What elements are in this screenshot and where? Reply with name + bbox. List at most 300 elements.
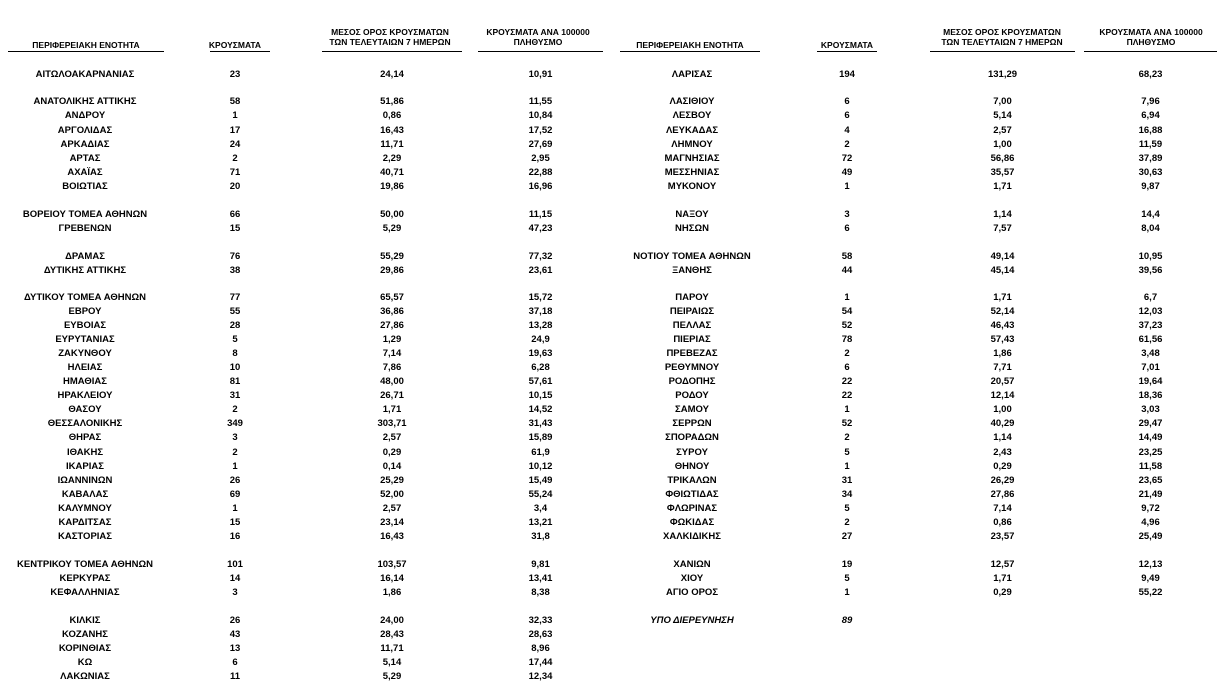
cell-per100k: 61,56	[1138, 334, 1163, 345]
cell-cases: 1	[232, 110, 238, 121]
cell-avg7: 36,86	[380, 306, 404, 317]
table-row	[612, 417, 1222, 430]
cell-cases: 76	[229, 251, 241, 262]
table-row	[612, 572, 1222, 585]
table-row	[0, 530, 612, 543]
cell-cases: 1	[232, 503, 238, 514]
cell-avg7: 11,71	[380, 643, 404, 654]
table-row	[0, 474, 612, 487]
cell-per100k: 11,15	[528, 209, 553, 220]
cell-per100k: 27,69	[528, 139, 553, 150]
header-underline-avg7	[322, 51, 462, 52]
cell-per100k: 17,44	[528, 657, 553, 668]
table-row	[612, 222, 1222, 235]
cell-per100k: 19,63	[528, 348, 553, 359]
table-row	[0, 516, 612, 529]
cell-region: ΗΡΑΚΛΕΙΟΥ	[57, 390, 113, 401]
cell-avg7: 57,43	[990, 334, 1015, 345]
cell-region: ΕΥΡΥΤΑΝΙΑΣ	[55, 334, 115, 345]
cell-per100k: 9,87	[1141, 181, 1160, 192]
cell-avg7: 0,29	[382, 447, 402, 458]
header-cases: ΚΡΟΥΣΜΑΤΑ	[208, 40, 262, 50]
table-row	[0, 642, 612, 655]
cell-region: ΚΟΡΙΝΘΙΑΣ	[58, 643, 112, 654]
table-row	[612, 558, 1222, 571]
cell-per100k: 3,03	[1141, 404, 1160, 415]
cell-cases: 54	[841, 306, 853, 317]
table-row	[0, 305, 612, 318]
cell-cases: 8	[232, 348, 238, 359]
cell-per100k: 28,63	[528, 629, 553, 640]
cell-per100k: 77,32	[528, 251, 553, 262]
table-row	[0, 375, 612, 388]
cell-cases: 1	[844, 587, 850, 598]
cell-region: ΡΟΔΟΥ	[675, 390, 709, 401]
table-row	[612, 347, 1222, 360]
table-row	[0, 138, 612, 151]
cell-per100k: 9,81	[531, 559, 550, 570]
cell-avg7: 26,29	[990, 475, 1015, 486]
cell-region: ΚΕΡΚΥΡΑΣ	[59, 573, 111, 584]
cell-region: ΛΑΚΩΝΙΑΣ	[60, 671, 110, 682]
cell-per100k: 37,23	[1138, 320, 1163, 331]
cell-per100k: 23,61	[528, 265, 553, 276]
cell-cases: 2	[844, 139, 850, 150]
cell-avg7: 2,57	[382, 503, 402, 514]
table-row	[0, 109, 612, 122]
cell-avg7: 1,71	[382, 404, 402, 415]
header-per100k-line1: ΚΡΟΥΣΜΑΤΑ ΑΝΑ 100000	[486, 27, 590, 37]
table-row	[612, 208, 1222, 221]
cell-cases: 5	[844, 573, 850, 584]
cell-avg7: 7,00	[993, 96, 1012, 107]
cell-per100k: 10,95	[1138, 251, 1163, 262]
cell-avg7: 45,14	[990, 265, 1015, 276]
cell-region: ΑΝΑΤΟΛΙΚΗΣ ΑΤΤΙΚΗΣ	[33, 96, 137, 107]
cell-avg7: 40,29	[990, 418, 1015, 429]
cell-per100k: 16,88	[1138, 125, 1163, 136]
cell-avg7: 0,86	[993, 517, 1012, 528]
cell-avg7: 51,86	[380, 96, 404, 107]
cell-per100k: 14,4	[1141, 209, 1160, 220]
cell-per100k: 31,43	[528, 418, 553, 429]
cell-avg7: 23,14	[380, 517, 404, 528]
cell-avg7: 0,86	[382, 110, 402, 121]
cell-per100k: 8,96	[531, 643, 550, 654]
cell-cases: 6	[844, 110, 850, 121]
cell-per100k: 9,72	[1141, 503, 1160, 514]
cell-region: ΕΥΒΟΙΑΣ	[63, 320, 107, 331]
cell-per100k: 11,59	[1138, 139, 1163, 150]
cell-per100k: 16,96	[528, 181, 553, 192]
cell-cases: 81	[229, 376, 241, 387]
cell-region: ΧΑΝΙΩΝ	[673, 559, 711, 570]
cell-avg7: 0,29	[993, 461, 1012, 472]
cell-avg7: 35,57	[990, 167, 1015, 178]
header-avg7-line2: ΤΩΝ ΤΕΛΕΥΤΑΙΩΝ 7 ΗΜΕΡΩΝ	[941, 37, 1063, 47]
cell-cases: 69	[229, 489, 241, 500]
cell-per100k: 8,38	[531, 587, 550, 598]
cell-cases: 2	[232, 447, 238, 458]
header-cases: ΚΡΟΥΣΜΑΤΑ	[820, 40, 874, 50]
cell-cases: 5	[232, 334, 238, 345]
cell-cases: 52	[841, 320, 853, 331]
table-row	[612, 305, 1222, 318]
cell-avg7: 25,29	[380, 475, 404, 486]
cell-per100k: 14,52	[528, 404, 553, 415]
cell-per100k: 18,36	[1138, 390, 1163, 401]
cell-avg7: 24,14	[380, 69, 404, 80]
cell-region: ΑΡΓΟΛΙΔΑΣ	[57, 125, 113, 136]
cell-cases: 20	[229, 181, 241, 192]
table-row	[612, 474, 1222, 487]
cell-region: ΗΜΑΘΙΑΣ	[63, 376, 107, 387]
cell-region: ΜΑΓΝΗΣΙΑΣ	[664, 153, 720, 164]
cell-cases: 194	[839, 69, 855, 80]
cell-avg7: 19,86	[380, 181, 404, 192]
cell-cases: 2	[844, 432, 850, 443]
table-row	[612, 250, 1222, 263]
cell-region: ΣΠΟΡΑΔΩΝ	[665, 432, 719, 443]
table-row	[0, 166, 612, 179]
cell-per100k: 55,24	[528, 489, 553, 500]
cell-avg7: 16,43	[380, 531, 404, 542]
cell-avg7: 7,86	[382, 362, 402, 373]
cell-region: ΥΠΟ ΔΙΕΡΕΥΝΗΣΗ	[650, 615, 734, 626]
table-row	[612, 180, 1222, 193]
cell-cases: 66	[229, 209, 241, 220]
table-row	[0, 361, 612, 374]
cell-cases: 22	[841, 376, 853, 387]
cell-avg7: 2,43	[993, 447, 1012, 458]
cell-cases: 23	[229, 69, 241, 80]
cell-per100k: 23,65	[1138, 475, 1163, 486]
cell-cases: 43	[229, 629, 241, 640]
cell-cases: 2	[844, 348, 850, 359]
table-row	[0, 95, 612, 108]
cell-avg7: 65,57	[380, 292, 404, 303]
table-row	[612, 68, 1222, 81]
cell-avg7: 56,86	[990, 153, 1015, 164]
cell-cases: 1	[844, 404, 850, 415]
table-row	[612, 403, 1222, 416]
table-row	[612, 319, 1222, 332]
cell-region: ΚΕΝΤΡΙΚΟΥ ΤΟΜΕΑ ΑΘΗΝΩΝ	[17, 559, 153, 570]
cell-cases: 2	[232, 404, 238, 415]
cell-per100k: 55,22	[1138, 587, 1163, 598]
cell-per100k: 13,28	[528, 320, 553, 331]
header-per100k-line1: ΚΡΟΥΣΜΑΤΑ ΑΝΑ 100000	[1099, 27, 1203, 37]
cell-avg7: 103,57	[377, 559, 407, 570]
cell-per100k: 24,9	[531, 334, 550, 345]
cell-region: ΚΑΛΥΜΝΟΥ	[58, 503, 112, 514]
cell-region: ΠΙΕΡΙΑΣ	[673, 334, 711, 345]
table-row	[612, 446, 1222, 459]
cell-avg7: 1,14	[993, 432, 1012, 443]
cell-per100k: 23,25	[1138, 447, 1163, 458]
cell-avg7: 26,71	[380, 390, 404, 401]
cell-cases: 4	[844, 125, 850, 136]
cell-per100k: 13,41	[528, 573, 553, 584]
cell-per100k: 68,23	[1138, 69, 1163, 80]
cell-avg7: 7,14	[993, 503, 1012, 514]
cell-region: ΑΓΙΟ ΟΡΟΣ	[665, 587, 719, 598]
cell-avg7: 16,14	[380, 573, 404, 584]
table-row	[0, 488, 612, 501]
cell-avg7: 11,71	[380, 139, 404, 150]
cell-cases: 6	[844, 96, 850, 107]
table-row	[0, 670, 612, 683]
cell-per100k: 15,89	[528, 432, 553, 443]
table-row	[0, 333, 612, 346]
table-row	[612, 109, 1222, 122]
header-per100k-line2: ΠΛΗΘΥΣΜΟ	[1126, 37, 1176, 47]
header-underline-per100k	[478, 51, 603, 52]
cell-cases: 6	[232, 657, 238, 668]
cell-cases: 28	[229, 320, 241, 331]
table-row	[612, 291, 1222, 304]
table-row	[612, 586, 1222, 599]
cell-cases: 101	[227, 559, 243, 570]
cell-region: ΡΕΘΥΜΝΟΥ	[664, 362, 720, 373]
header-avg7	[917, 27, 1087, 47]
cell-avg7: 29,86	[380, 265, 404, 276]
cell-cases: 58	[229, 96, 241, 107]
cell-avg7: 1,86	[382, 587, 402, 598]
cell-per100k: 8,04	[1141, 223, 1160, 234]
cell-cases: 1	[844, 181, 850, 192]
cell-region: ΑΡΚΑΔΙΑΣ	[60, 139, 110, 150]
cell-region: ΙΩΑΝΝΙΝΩΝ	[57, 475, 113, 486]
cell-avg7: 40,71	[380, 167, 404, 178]
cell-avg7: 131,29	[987, 69, 1018, 80]
cell-per100k: 10,84	[528, 110, 553, 121]
cell-avg7: 48,00	[380, 376, 404, 387]
cell-region: ΓΡΕΒΕΝΩΝ	[58, 223, 112, 234]
cell-cases: 15	[229, 223, 241, 234]
cell-cases: 3	[844, 209, 850, 220]
cell-per100k: 37,89	[1138, 153, 1163, 164]
cell-per100k: 11,55	[528, 96, 553, 107]
cell-avg7: 303,71	[377, 418, 407, 429]
cell-cases: 72	[841, 153, 853, 164]
cell-per100k: 39,56	[1138, 265, 1163, 276]
table-row	[0, 152, 612, 165]
table-row	[0, 68, 612, 81]
header-per100k	[468, 27, 608, 47]
cell-cases: 52	[841, 418, 853, 429]
cell-per100k: 7,01	[1141, 362, 1160, 373]
cell-avg7: 1,00	[993, 404, 1012, 415]
cell-region: ΚΟΖΑΝΗΣ	[62, 629, 108, 640]
cell-region: ΠΕΛΛΑΣ	[672, 320, 712, 331]
cell-avg7: 24,00	[380, 615, 404, 626]
table-row	[0, 264, 612, 277]
header-per100k	[1082, 27, 1220, 47]
table-row	[612, 333, 1222, 346]
cell-cases: 17	[229, 125, 241, 136]
cell-cases: 55	[229, 306, 241, 317]
cell-region: ΛΗΜΝΟΥ	[671, 139, 713, 150]
cell-region: ΛΕΣΒΟΥ	[672, 110, 712, 121]
cell-region: ΘΗΡΑΣ	[68, 432, 102, 443]
table-row	[612, 516, 1222, 529]
table-row	[612, 95, 1222, 108]
cell-per100k: 25,49	[1138, 531, 1163, 542]
cell-per100k: 2,95	[531, 153, 550, 164]
cell-region: ΚΑΡΔΙΤΣΑΣ	[58, 517, 112, 528]
cell-cases: 31	[841, 475, 853, 486]
cell-per100k: 29,47	[1138, 418, 1163, 429]
cell-region: ΑΡΤΑΣ	[69, 153, 101, 164]
cell-region: ΠΕΙΡΑΙΩΣ	[669, 306, 715, 317]
cell-cases: 5	[844, 447, 850, 458]
table-row	[612, 152, 1222, 165]
cell-avg7: 2,29	[382, 153, 402, 164]
cell-avg7: 2,57	[382, 432, 402, 443]
cell-avg7: 7,14	[382, 348, 402, 359]
cell-region: ΞΑΝΘΗΣ	[672, 265, 712, 276]
cell-region: ΘΗΝΟΥ	[674, 461, 710, 472]
table-row	[0, 180, 612, 193]
cell-region: ΛΕΥΚΑΔΑΣ	[665, 125, 719, 136]
cell-avg7: 1,86	[993, 348, 1012, 359]
cell-cases: 34	[841, 489, 853, 500]
cell-per100k: 10,12	[528, 461, 553, 472]
header-underline-cases	[817, 51, 877, 52]
cell-region: ΘΕΣΣΑΛΟΝΙΚΗΣ	[47, 418, 123, 429]
cell-avg7: 1,29	[382, 334, 402, 345]
cell-cases: 26	[229, 475, 241, 486]
cell-region: ΘΑΣΟΥ	[68, 404, 102, 415]
cell-region: ΚΑΒΑΛΑΣ	[61, 489, 109, 500]
cell-region: ΦΘΙΩΤΙΔΑΣ	[665, 489, 719, 500]
table-row	[0, 347, 612, 360]
cell-per100k: 19,64	[1138, 376, 1163, 387]
header-region: ΠΕΡΙΦΕΡΕΙΑΚΗ ΕΝΟΤΗΤΑ	[32, 40, 140, 50]
cell-avg7: 49,14	[990, 251, 1015, 262]
cell-cases: 58	[841, 251, 853, 262]
table-row	[612, 138, 1222, 151]
cell-per100k: 32,33	[528, 615, 553, 626]
cell-region: ΕΒΡΟΥ	[68, 306, 102, 317]
cell-region: ΔΥΤΙΚΟΥ ΤΟΜΕΑ ΑΘΗΝΩΝ	[24, 292, 146, 303]
table-row	[612, 614, 1222, 627]
table-row	[0, 502, 612, 515]
cell-avg7: 16,43	[380, 125, 404, 136]
cell-cases: 5	[844, 503, 850, 514]
cell-avg7: 12,57	[990, 559, 1015, 570]
cell-region: ΒΟΡΕΙΟΥ ΤΟΜΕΑ ΑΘΗΝΩΝ	[22, 209, 148, 220]
cell-region: ΜΕΣΣΗΝΙΑΣ	[664, 167, 720, 178]
cell-per100k: 17,52	[528, 125, 553, 136]
cell-per100k: 12,13	[1138, 559, 1163, 570]
cell-region: ΔΡΑΜΑΣ	[65, 251, 105, 262]
cell-avg7: 1,00	[993, 139, 1012, 150]
cell-cases: 71	[229, 167, 241, 178]
cell-avg7: 0,14	[382, 461, 402, 472]
table-row	[612, 431, 1222, 444]
cell-cases: 1	[844, 461, 850, 472]
cell-avg7: 46,43	[990, 320, 1015, 331]
cell-cases: 13	[229, 643, 241, 654]
header-underline-region	[620, 51, 760, 52]
table-row	[612, 124, 1222, 137]
header-avg7-line1: ΜΕΣΟΣ ΟΡΟΣ ΚΡΟΥΣΜΑΤΩΝ	[943, 27, 1061, 37]
cell-region: ΗΛΕΙΑΣ	[67, 362, 103, 373]
cell-per100k: 37,18	[528, 306, 553, 317]
cell-cases: 11	[229, 671, 241, 682]
cell-region: ΧΙΟΥ	[680, 573, 704, 584]
cell-per100k: 61,9	[531, 447, 550, 458]
cell-avg7: 20,57	[990, 376, 1015, 387]
cell-cases: 2	[844, 517, 850, 528]
header-avg7	[310, 27, 470, 47]
cell-per100k: 10,91	[528, 69, 553, 80]
cell-region: ΡΟΔΟΠΗΣ	[668, 376, 716, 387]
header-region: ΠΕΡΙΦΕΡΕΙΑΚΗ ΕΝΟΤΗΤΑ	[636, 40, 744, 50]
cell-per100k: 3,4	[533, 503, 548, 514]
cell-per100k: 31,8	[531, 531, 550, 542]
table-row	[612, 264, 1222, 277]
cell-avg7: 5,29	[382, 223, 402, 234]
cell-cases: 6	[844, 223, 850, 234]
cell-cases: 27	[841, 531, 853, 542]
cell-cases: 16	[229, 531, 241, 542]
cell-region: ΣΕΡΡΩΝ	[672, 418, 712, 429]
cell-per100k: 47,23	[528, 223, 553, 234]
cell-avg7: 55,29	[380, 251, 404, 262]
cell-cases: 24	[229, 139, 241, 150]
cell-region: ΝΗΣΩΝ	[675, 223, 709, 234]
cell-region: ΚΩ	[77, 657, 93, 668]
cell-cases: 6	[844, 362, 850, 373]
cell-avg7: 5,14	[382, 657, 402, 668]
table-row	[0, 250, 612, 263]
table-row	[0, 558, 612, 571]
cell-avg7: 1,71	[993, 292, 1012, 303]
cell-region: ΖΑΚΥΝΘΟΥ	[58, 348, 112, 359]
cell-region: ΣΥΡΟΥ	[676, 447, 708, 458]
header-underline-cases	[210, 51, 270, 52]
cell-per100k: 12,34	[528, 671, 553, 682]
cell-cases: 2	[232, 153, 238, 164]
cell-region: ΠΡΕΒΕΖΑΣ	[666, 348, 718, 359]
cell-cases: 31	[229, 390, 241, 401]
cell-cases: 89	[841, 615, 853, 626]
cell-cases: 19	[841, 559, 853, 570]
table-row	[0, 389, 612, 402]
table-row	[0, 417, 612, 430]
cell-region: ΑΝΔΡΟΥ	[64, 110, 106, 121]
table-row	[0, 208, 612, 221]
cell-cases: 1	[232, 461, 238, 472]
cell-avg7: 5,14	[993, 110, 1012, 121]
cell-per100k: 6,94	[1141, 110, 1160, 121]
cell-cases: 22	[841, 390, 853, 401]
cell-region: ΦΩΚΙΔΑΣ	[669, 517, 715, 528]
table-row	[0, 656, 612, 669]
cell-region: ΔΥΤΙΚΗΣ ΑΤΤΙΚΗΣ	[43, 265, 127, 276]
cell-region: ΑΧΑΪΑΣ	[67, 167, 103, 178]
cell-avg7: 0,29	[993, 587, 1012, 598]
cell-per100k: 30,63	[1138, 167, 1163, 178]
cell-per100k: 12,03	[1138, 306, 1163, 317]
header-per100k-line2: ΠΛΗΘΥΣΜΟ	[513, 37, 563, 47]
cell-region: ΙΚΑΡΙΑΣ	[66, 461, 104, 472]
cell-region: ΜΥΚΟΝΟΥ	[667, 181, 717, 192]
cell-region: ΙΘΑΚΗΣ	[66, 447, 104, 458]
